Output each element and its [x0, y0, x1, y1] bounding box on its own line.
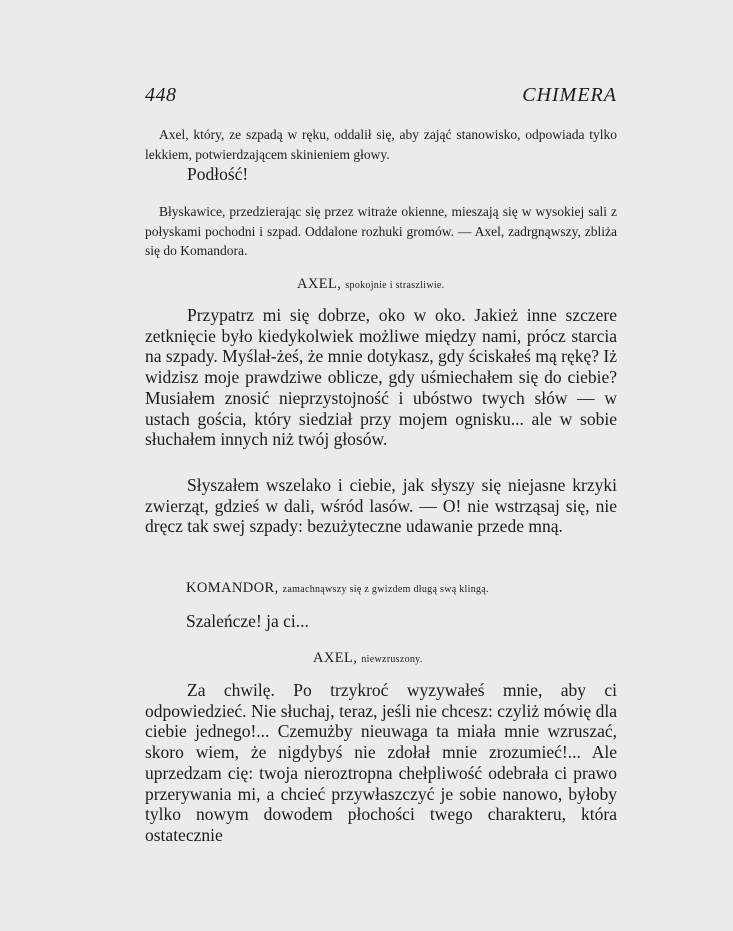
dialogue-paragraph: Przypatrz mi się dobrze, oko w oko. Jakież inne szczere zetknięcie było kiedykolwiek możliwe między nami, prócz starcia na szpady. Myślał-żeś, że mnie dotykasz, gdy ściskałeś mą rękę? Iż widzisz moje prawdziwe oblicze, gdy uśmiechałem się do ciebie? Musiałem znosić nieprzystojność i ubóstwo twych słów — w ustach gościa, który siedział przy mojem ognisku... ale w sobie słuchałem innych niż twój głosów. — [145, 305, 617, 450]
speaker-stage-note: spokojnie i straszliwie. — [345, 280, 445, 291]
running-header — [145, 84, 617, 110]
speaker-name: AXEL, — [297, 276, 342, 292]
speaker-heading — [297, 276, 444, 293]
speaker-stage-note: niewzruszony. — [361, 654, 423, 665]
running-title: CHIMERA — [522, 84, 617, 106]
speaker-heading — [313, 650, 423, 667]
stage-direction-paragraph: Błyskawice, przedzierając się przez witraże okienne, mieszają się w wysokiej sali z połyskami pochodni i szpad. Oddalone rozhuki gromów. — Axel, zadrgnąwszy, zbliża się do Komandora. — [145, 204, 617, 258]
speaker-name: KOMANDOR, — [186, 580, 279, 596]
page-number: 448 — [145, 84, 177, 106]
dialogue-paragraph: Za chwilę. Po trzykroć wyzywałeś mnie, aby ci odpowiedzieć. Nie słuchaj, teraz, jeśli nie chcesz: czyliż mówię dla ciebie jednego!... Czemużby nieuwaga ta miała mnie wzruszać, skoro wiem, że nigdybyś nie zdołał mnie zrozumieć!... Ale uprzedzam cię: twoja nieroztropna chełpliwość odebrała ci prawo przerywania mi, a chcieć przywłaszczyć je sobie nanowo, byłoby tylko nowym dowodem płochości twego charakteru, która ostatecznie — [145, 680, 617, 845]
speaker-heading — [186, 580, 489, 597]
dialogue-paragraph: Słyszałem wszelako i ciebie, jak słyszy się niejasne krzyki zwierząt, gdzieś w dali, wśród lasów. — O! nie wstrząsaj się, nie dręcz tak swej szpady: bezużyteczne udawanie przede mną. — [145, 475, 617, 537]
speaker-stage-note: zamachnąwszy się z gwizdem długą swą klingą. — [282, 584, 489, 595]
speaker-name: AXEL, — [313, 650, 358, 666]
dialogue-line: Szaleńcze! ja ci... — [186, 611, 309, 631]
stage-direction-paragraph: Axel, który, ze szpadą w ręku, oddalił się, aby zająć stanowisko, odpowiada tylko lekkiem, potwierdzającem skinieniem głowy. — [145, 127, 617, 162]
exclamation-line: Podłość! — [187, 164, 249, 184]
